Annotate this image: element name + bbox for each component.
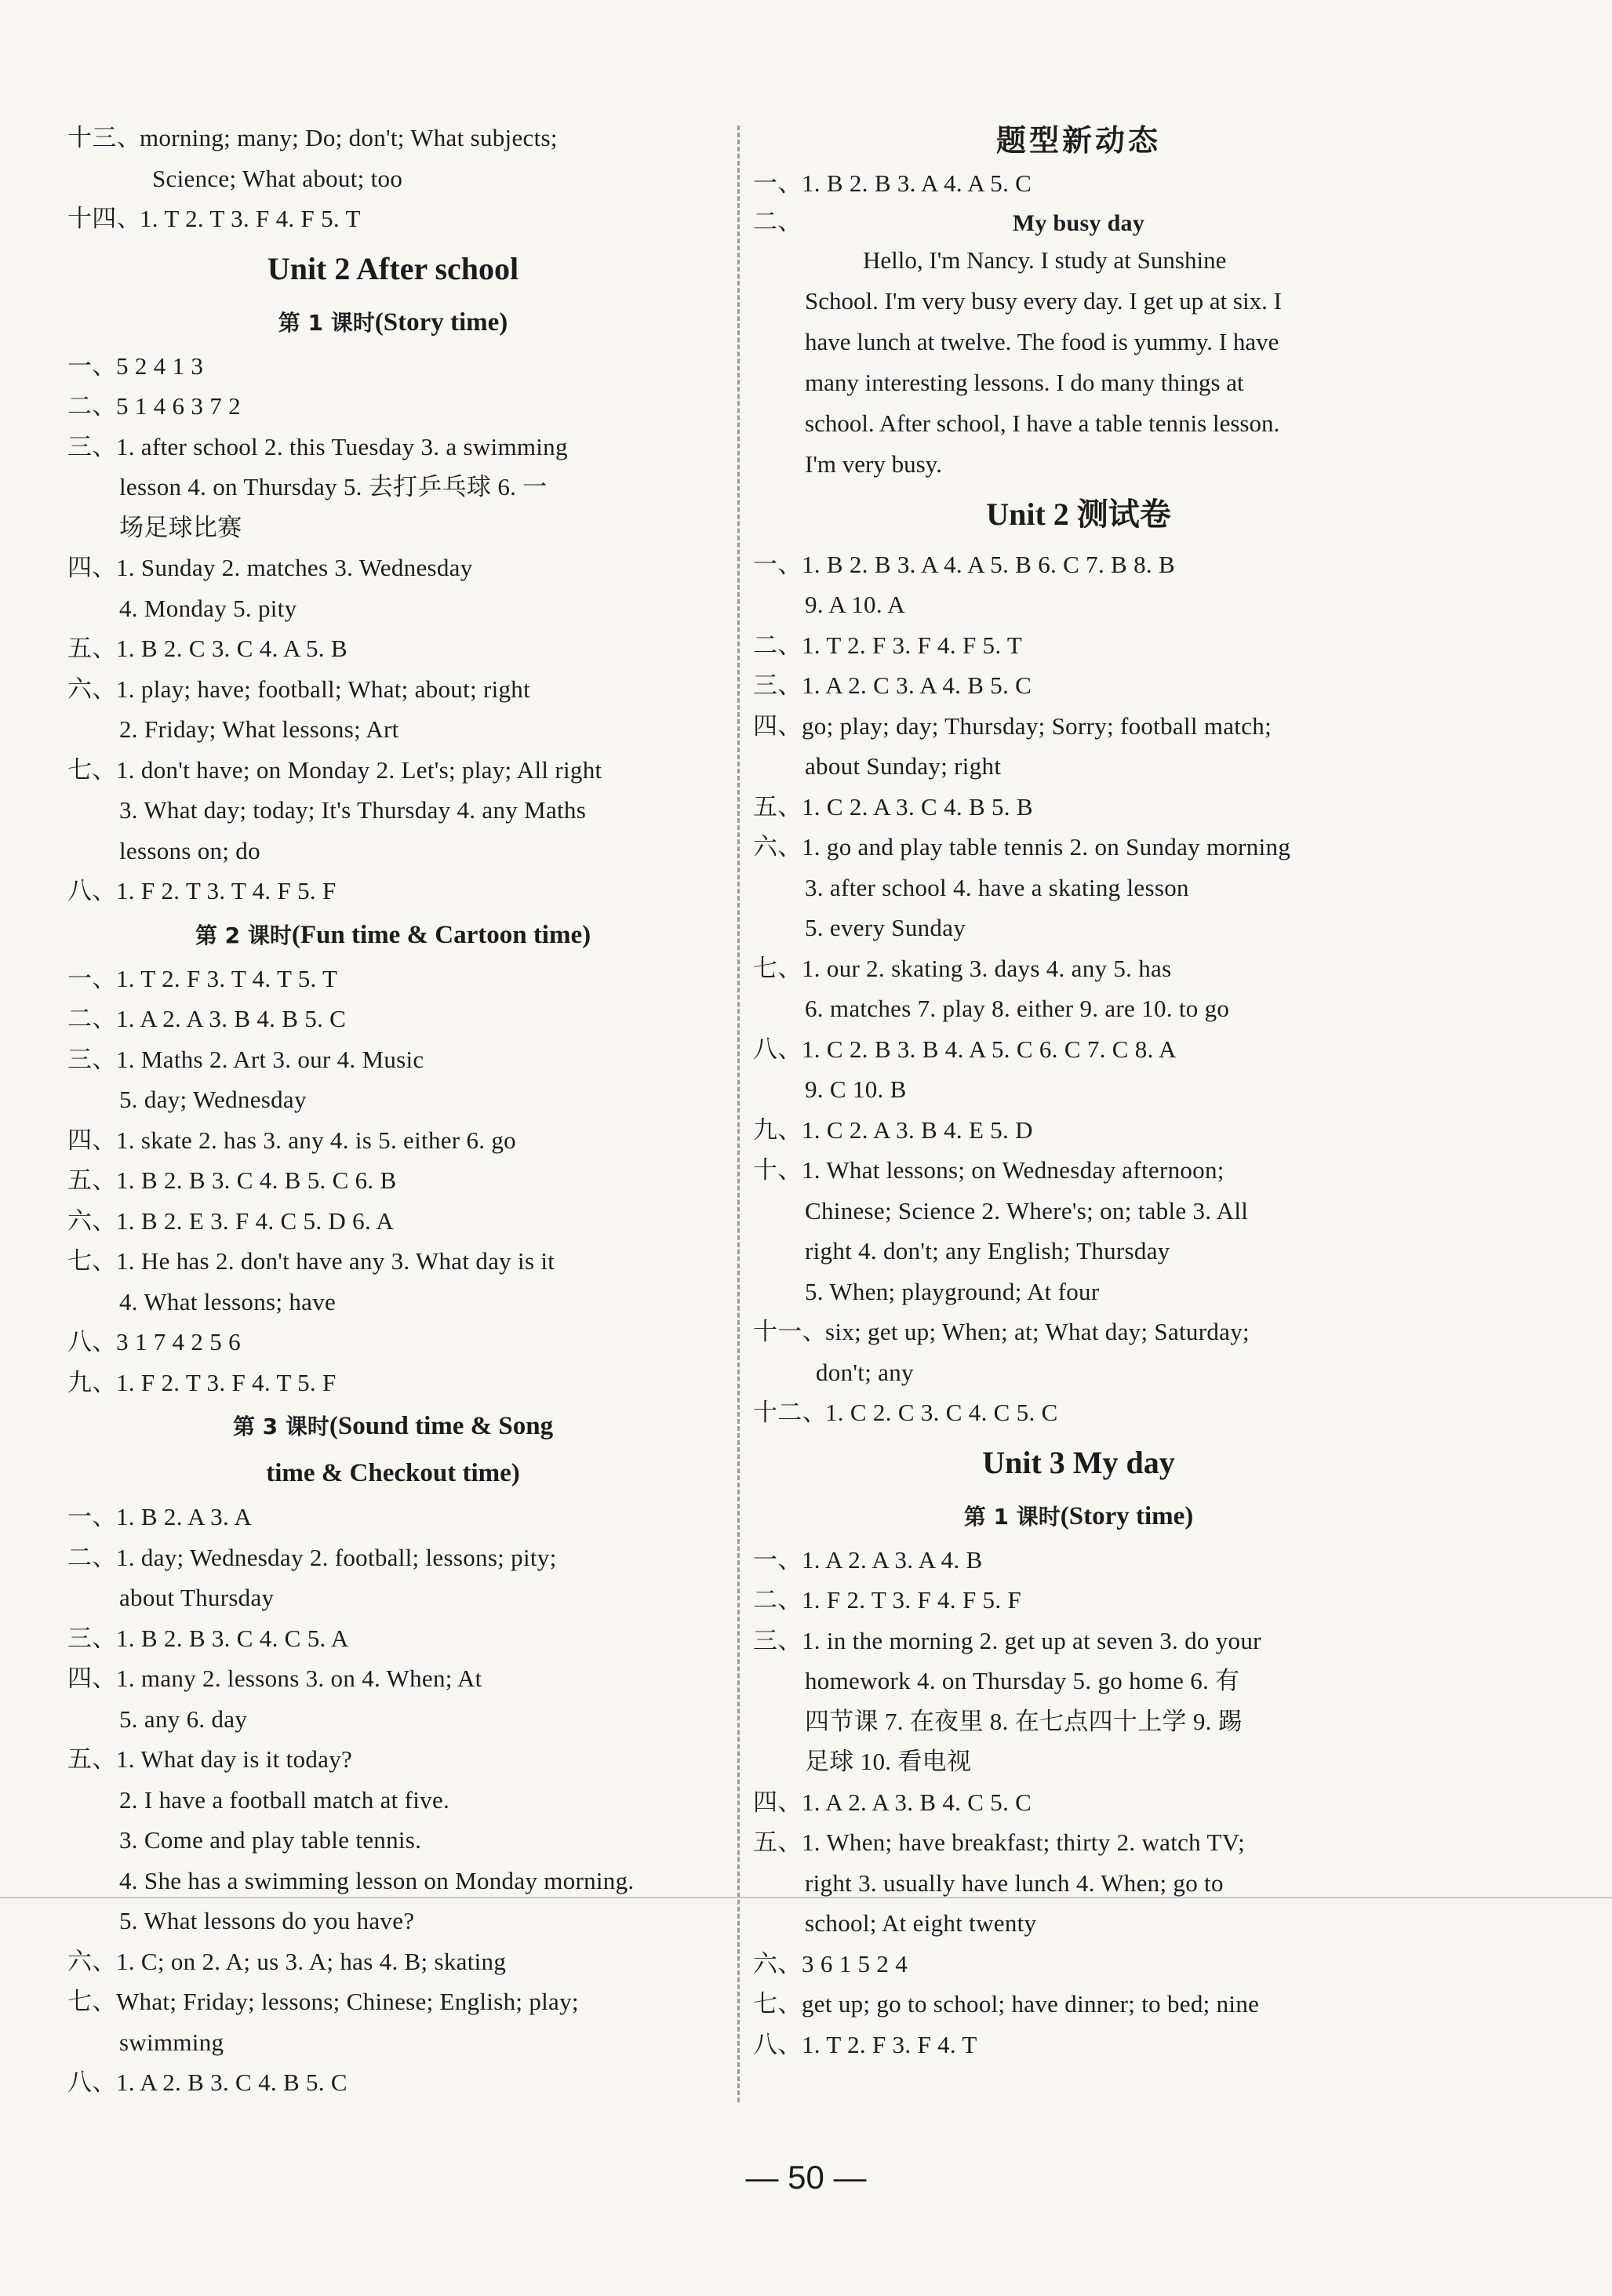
answer-text: get up; go to school; have dinner; to bed; nine: [802, 1990, 1260, 2018]
answer-row: [67, 1241, 719, 1282]
answer-text: 9. A 10. A: [805, 591, 905, 618]
answer-row: [67, 118, 719, 158]
answer-text: 1. F 2. T 3. F 4. F 5. F: [802, 1586, 1021, 1614]
answer-text: 1. B 2. A 3. A: [116, 1503, 253, 1530]
answer-text: 1. T 2. F 3. F 4. T: [802, 2030, 977, 2058]
question-number: 三、: [67, 1624, 117, 1652]
column-divider: [737, 126, 740, 2102]
question-number: 二、: [67, 392, 117, 420]
answer-text: 1. T 2. F 3. F 4. F 5. T: [802, 631, 1023, 659]
unit3-lesson1-title-en: (Story time): [1060, 1501, 1194, 1530]
lesson1-answers: [67, 346, 719, 911]
answer-text: 1. in the morning 2. get up at seven 3. do your: [802, 1626, 1261, 1654]
question-number: 十四、: [67, 205, 141, 232]
answer-text: 1. F 2. T 3. T 4. F 5. F: [116, 877, 337, 904]
question-number: 二、: [753, 631, 802, 659]
answer-row: [67, 386, 719, 427]
answer-row: [753, 1580, 1404, 1621]
question-number: 八、: [753, 2030, 802, 2058]
answer-row: [753, 1191, 1404, 1232]
answer-text: 1. B 2. B 3. A 4. A 5. C: [802, 169, 1032, 197]
question-number: 三、: [753, 671, 802, 699]
answer-row: [67, 1901, 719, 1941]
answer-row: [67, 1658, 719, 1699]
question-number: 二、: [753, 1586, 802, 1614]
question-number: 五、: [67, 1745, 117, 1773]
answer-text: 2. Friday; What lessons; Art: [119, 715, 399, 743]
answer-text: 1. don't have; on Monday 2. Let's; play; All right: [116, 755, 602, 784]
answer-row: [67, 999, 719, 1039]
answer-row: [67, 198, 719, 239]
lesson2-answers: [67, 959, 719, 1403]
answer-text: 4. Monday 5. pity: [119, 594, 297, 622]
answer-row: [67, 427, 719, 468]
answer-row: [67, 1820, 719, 1861]
answer-row: [753, 1822, 1404, 1863]
answer-row: [753, 1661, 1404, 1701]
lesson2-title: [67, 911, 719, 959]
answer-row: [67, 1282, 719, 1323]
question-number: 八、: [753, 1035, 802, 1063]
question-number: 六、: [753, 1949, 802, 1978]
answer-text: 1. C; on 2. A; us 3. A; has 4. B; skating: [116, 1947, 507, 1975]
unit3-lesson1-title-hk: 第 1 课时: [963, 1503, 1061, 1530]
answer-row: [67, 588, 719, 629]
answer-row: [753, 1069, 1404, 1110]
answer-row: [67, 508, 719, 548]
answer-text: 1. What lessons; on Wednesday afternoon;: [802, 1156, 1224, 1184]
answer-text: 1. He has 2. don't have any 3. What day is it: [116, 1247, 555, 1275]
section-title: 题型新动态: [995, 123, 1161, 158]
question-number: 九、: [67, 1368, 117, 1396]
answer-row: [753, 1392, 1404, 1433]
answer-row: [67, 158, 719, 199]
question-number: 六、: [67, 1947, 117, 1975]
answer-text: 1. after school 2. this Tuesday 3. a swimming: [116, 432, 568, 460]
question-number: 六、: [67, 675, 117, 703]
question-number: 三、: [67, 1045, 117, 1073]
question-number: 四、: [67, 1665, 117, 1692]
answer-row: [753, 2025, 1404, 2065]
answer-row: [67, 1322, 719, 1363]
question-number: 四、: [67, 554, 117, 581]
question-number: 四、: [753, 711, 802, 740]
question-number: 九、: [753, 1115, 802, 1144]
answer-row: [67, 1699, 719, 1740]
answer-text: 1. A 2. C 3. A 4. B 5. C: [802, 671, 1032, 699]
question-number: 七、: [67, 755, 117, 784]
answer-text: 1. A 2. A 3. B 4. C 5. C: [802, 1788, 1032, 1816]
answer-text: 足球 10. 看电视: [805, 1748, 972, 1775]
answer-text: right 3. usually have lunch 4. When; go to: [805, 1868, 1224, 1897]
answer-text: 3 1 7 4 2 5 6: [116, 1328, 241, 1355]
answer-row: [753, 827, 1404, 868]
lesson3-title: [67, 1403, 719, 1450]
answer-row: [67, 1577, 719, 1618]
answer-row: [67, 1201, 719, 1242]
question-number: 三、: [753, 1626, 802, 1654]
passage-title: My busy day: [1012, 209, 1145, 236]
answer-row: [753, 1903, 1404, 1944]
lesson3-answers: [67, 1497, 719, 2103]
answer-text: 3. after school 4. have a skating lesson: [805, 873, 1189, 901]
answer-row: [753, 1540, 1404, 1581]
answer-text: morning; many; Do; don't; What subjects;: [140, 124, 558, 151]
answer-row: [753, 163, 1404, 204]
unit2-test-answers: [753, 544, 1404, 1433]
answer-text: swimming: [119, 2028, 224, 2056]
answer-text: 1. many 2. lessons 3. on 4. When; At: [116, 1665, 482, 1692]
question-number: 五、: [753, 792, 802, 821]
answer-row: [67, 1039, 719, 1080]
question-number: 一、: [753, 550, 802, 578]
question-number: 八、: [67, 2069, 117, 2096]
answer-row: [67, 1537, 719, 1578]
answer-text: 1. When; have breakfast; thirty 2. watch TV;: [802, 1828, 1246, 1856]
lesson3-title-hk: 第 3 课时: [232, 1414, 329, 1439]
answer-row: [753, 1312, 1404, 1352]
answer-text: Science; What about; too: [152, 164, 403, 192]
left-column: [67, 118, 719, 2103]
answer-row: [753, 1231, 1404, 1272]
answer-row: [67, 1363, 719, 1403]
answer-text: 1. play; have; football; What; about; right: [116, 675, 531, 703]
answer-row: [753, 908, 1404, 948]
answer-text: 场足球比赛: [119, 513, 242, 541]
answer-row: [67, 1618, 719, 1659]
answer-row: [67, 871, 719, 911]
answer-text: go; play; day; Thursday; Sorry; football match;: [802, 711, 1272, 740]
answer-row: [753, 1150, 1404, 1191]
answer-row: [753, 1701, 1404, 1742]
question-number: 一、: [67, 351, 117, 380]
answer-text: 1. day; Wednesday 2. football; lessons; pity;: [116, 1543, 557, 1571]
answer-text: 2. I have a football match at five.: [119, 1785, 450, 1814]
question-number: 十三、: [67, 124, 141, 151]
answer-row: [67, 467, 719, 508]
answer-row: [67, 1120, 719, 1161]
lesson1-title-hk: 第 1 课时: [278, 309, 375, 336]
question-number: 三、: [67, 432, 117, 460]
answer-row: [67, 1941, 719, 1982]
question-number: 一、: [67, 1503, 117, 1530]
answer-text: 1. What day is it today?: [116, 1745, 353, 1773]
passage: [753, 240, 1404, 485]
question-number: 七、: [753, 954, 802, 982]
answer-row: [753, 204, 1404, 240]
question-number: 二、: [67, 1005, 117, 1032]
answer-text: 5 1 4 6 3 7 2: [116, 392, 241, 420]
question-number: 一、: [753, 1545, 802, 1574]
answer-text: 1. C 2. A 3. B 4. E 5. D: [802, 1115, 1033, 1144]
unit2-title: Unit 2 After school: [267, 250, 519, 286]
answer-row: [67, 709, 719, 750]
question-number: 七、: [67, 1247, 117, 1275]
answer-text: Chinese; Science 2. Where's; on; table 3. All: [805, 1196, 1249, 1224]
answer-text: lesson 4. on Thursday 5. 去打乒乓球 6. 一: [119, 473, 548, 500]
right-column: [753, 118, 1404, 2065]
answer-text: 5. any 6. day: [119, 1705, 248, 1733]
answer-row: [753, 988, 1404, 1029]
answer-row: [67, 346, 719, 387]
question-number: 二、: [753, 207, 802, 235]
answer-row: [67, 959, 719, 999]
answer-text: 1. A 2. B 3. C 4. B 5. C: [116, 2069, 348, 2096]
question-number: 四、: [753, 1788, 802, 1816]
answer-text: 3 6 1 5 2 4: [802, 1949, 908, 1978]
answer-text: right 4. don't; any English; Thursday: [805, 1237, 1170, 1264]
answer-text: 1. A 2. A 3. B 4. B 5. C: [116, 1005, 347, 1032]
answer-row: [67, 1739, 719, 1780]
answer-row: [753, 1944, 1404, 1985]
answer-text: 1. B 2. E 3. F 4. C 5. D 6. A: [116, 1206, 395, 1235]
answer-text: don't; any: [816, 1358, 914, 1386]
answer-text: 1. our 2. skating 3. days 4. any 5. has: [802, 954, 1172, 982]
answer-row: [67, 750, 719, 791]
answer-text: 1. Maths 2. Art 3. our 4. Music: [116, 1045, 424, 1073]
question-number: 十二、: [753, 1399, 827, 1426]
answer-row: [753, 706, 1404, 747]
answer-row: [67, 1981, 719, 2022]
answer-text: 1. C 2. A 3. C 4. B 5. B: [802, 792, 1033, 821]
answer-row: [67, 1079, 719, 1120]
answer-row: [753, 665, 1404, 706]
answer-row: [753, 746, 1404, 787]
answer-row: [67, 790, 719, 831]
answer-row: [753, 1782, 1404, 1823]
answer-text: 1. go and play table tennis 2. on Sunday morning: [802, 833, 1291, 861]
question-number: 五、: [753, 1828, 802, 1856]
answer-text: 1. C 2. B 3. B 4. A 5. C 6. C 7. C 8. A: [802, 1035, 1177, 1063]
unit3-lesson1-title: [753, 1493, 1404, 1540]
answer-row: [753, 1741, 1404, 1782]
lesson1-title-en: (Story time): [374, 307, 508, 337]
answer-text: 1. T 2. T 3. F 4. F 5. T: [140, 205, 361, 232]
answer-row: [753, 1863, 1404, 1904]
answer-row: [753, 1029, 1404, 1070]
answer-text: 4. She has a swimming lesson on Monday morning.: [119, 1866, 635, 1894]
answer-text: 3. What day; today; It's Thursday 4. any Maths: [119, 796, 587, 824]
answer-row: [67, 669, 719, 710]
question-number: 二、: [67, 1543, 117, 1571]
answer-row: [67, 1780, 719, 1821]
question-number: 六、: [67, 1206, 117, 1235]
answer-row: [67, 1497, 719, 1537]
answer-row: [753, 948, 1404, 989]
answer-text: 6. matches 7. play 8. either 9. are 10. to go: [805, 995, 1230, 1022]
question-number: 八、: [67, 1328, 117, 1355]
answer-row: [753, 1110, 1404, 1151]
answer-text: 5. day; Wednesday: [119, 1086, 307, 1113]
answer-text: 1. A 2. A 3. A 4. B: [802, 1545, 983, 1574]
answer-text: 9. C 10. B: [805, 1075, 907, 1103]
unit3-lesson1-answers: [753, 1540, 1404, 2065]
passage-line: have lunch at twelve. The food is yummy. I have: [805, 327, 1279, 355]
answer-row: [753, 1621, 1404, 1661]
answer-row: [67, 1160, 719, 1201]
answer-text: 1. B 2. C 3. C 4. A 5. B: [116, 635, 348, 662]
answer-row: [67, 2022, 719, 2063]
passage-line: Hello, I'm Nancy. I study at Sunshine: [863, 246, 1227, 274]
answer-row: [67, 2062, 719, 2103]
lesson1-title: [67, 299, 719, 346]
answer-row: [753, 868, 1404, 908]
answer-row: [753, 584, 1404, 625]
answer-text: about Sunday; right: [805, 752, 1002, 780]
answer-text: 1. C 2. C 3. C 4. C 5. C: [825, 1399, 1058, 1426]
answer-text: 1. B 2. B 3. A 4. A 5. B 6. C 7. B 8. B: [802, 550, 1175, 578]
answer-text: 1. B 2. B 3. C 4. C 5. A: [116, 1624, 349, 1652]
answer-row: [753, 544, 1404, 585]
answer-row: [753, 1352, 1404, 1393]
question-number: 六、: [753, 833, 802, 861]
question-number: 七、: [753, 1990, 802, 2018]
answer-text: 1. T 2. F 3. T 4. T 5. T: [116, 964, 338, 992]
answer-text: 1. B 2. B 3. C 4. B 5. C 6. B: [116, 1166, 397, 1194]
lesson2-title-hk: 第 2 课时: [195, 922, 292, 948]
unit1-tail-answers: [67, 118, 719, 239]
answer-row: [67, 548, 719, 588]
answer-text: What; Friday; lessons; Chinese; English; play;: [116, 1988, 579, 2015]
answer-row: [67, 628, 719, 669]
answer-text: 5. What lessons do you have?: [119, 1907, 415, 1934]
answer-row: [753, 625, 1404, 666]
unit3-title: Unit 3 My day: [982, 1444, 1175, 1480]
answer-text: 1. F 2. T 3. F 4. T 5. F: [116, 1368, 337, 1396]
passage-line: school. After school, I have a table tennis lesson.: [805, 409, 1280, 437]
question-number: 五、: [67, 1166, 117, 1194]
lesson3-title-en: (Sound time & Song: [329, 1412, 554, 1440]
answer-row: [67, 1861, 719, 1901]
answer-text: 5. When; playground; At four: [805, 1277, 1100, 1305]
lesson2-title-en: (Fun time & Cartoon time): [291, 920, 591, 949]
passage-line: many interesting lessons. I do many things at: [805, 368, 1244, 396]
answer-text: school; At eight twenty: [805, 1909, 1037, 1937]
question-number: 七、: [67, 1988, 117, 2015]
answer-text: 5. every Sunday: [805, 914, 966, 941]
lesson3-title-line2: time & Checkout time): [266, 1459, 520, 1487]
answer-text: 1. skate 2. has 3. any 4. is 5. either 6. go: [116, 1126, 516, 1154]
answer-text: homework 4. on Thursday 5. go home 6. 有: [805, 1667, 1240, 1694]
answer-text: 5 2 4 1 3: [116, 351, 204, 380]
answer-text: 4. What lessons; have: [119, 1287, 337, 1315]
answer-text: 四节课 7. 在夜里 8. 在七点四十上学 9. 踢: [805, 1707, 1243, 1735]
question-number: 四、: [67, 1126, 117, 1154]
question-number: 八、: [67, 877, 117, 904]
answer-row: [753, 1984, 1404, 2025]
page-number: — 50 —: [745, 2159, 867, 2196]
answer-text: 1. Sunday 2. matches 3. Wednesday: [116, 554, 473, 581]
unit2-test-title: Unit 2 测试卷: [986, 496, 1171, 532]
answer-text: lessons on; do: [119, 836, 260, 864]
answer-row: [753, 787, 1404, 828]
question-number: 五、: [67, 635, 117, 662]
answer-text: six; get up; When; at; What day; Saturday;: [825, 1318, 1250, 1345]
question-number: 十一、: [753, 1318, 827, 1345]
answer-text: about Thursday: [119, 1584, 275, 1611]
question-number: 十、: [753, 1156, 802, 1184]
question-number: 一、: [67, 964, 117, 992]
answer-row: [753, 1272, 1404, 1312]
answer-text: 3. Come and play table tennis.: [119, 1826, 422, 1854]
passage-line: I'm very busy.: [805, 449, 942, 478]
question-number: 一、: [753, 169, 802, 197]
passage-line: School. I'm very busy every day. I get up at six. I: [805, 286, 1282, 315]
answer-row: [67, 831, 719, 871]
